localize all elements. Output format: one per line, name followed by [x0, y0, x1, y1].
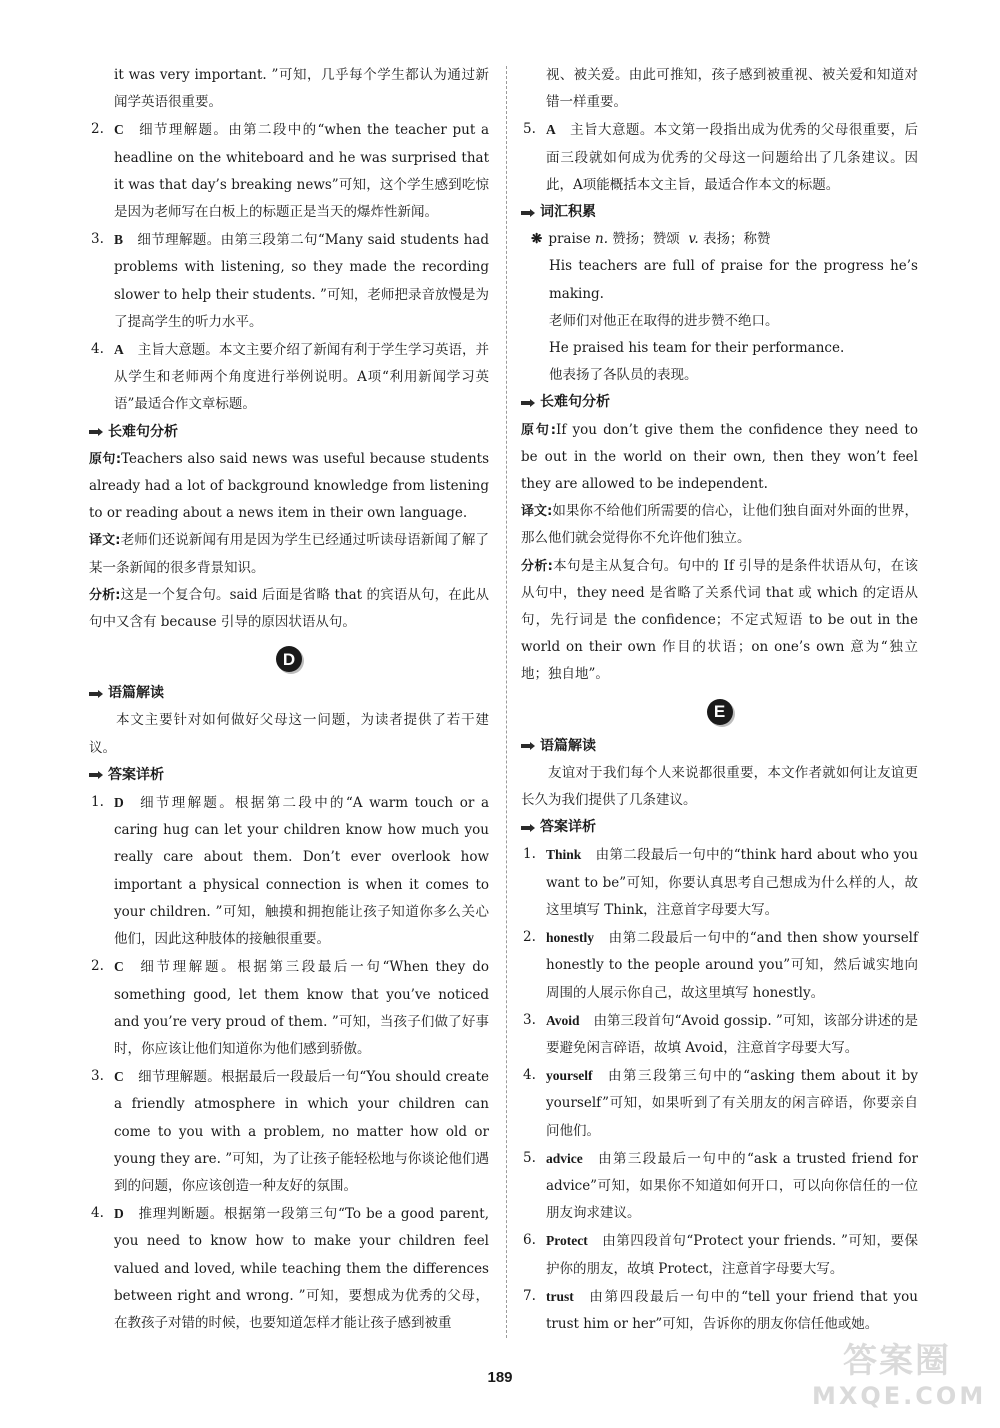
- pencil-icon: [89, 689, 103, 699]
- original-sentence: 原句:Teachers also said news was useful because students already had a lot of background knowledge from listening to or reading about a news item in their own language.: [89, 450, 489, 522]
- item-continuation: 视、被关爱。由此可推知，孩子感到被重视、被关爱和知道对错一样重要。: [546, 67, 918, 111]
- answer-item: 2. C 细节理解题。根据第三段最后一句“When they do something good, let them know that you’ve noticed and you’re very proud of them. ”可知，当孩子们做了好事时，你应该让他们知道你为他们感到骄傲。: [91, 958, 489, 1057]
- answer-item: 2. honestly 由第二段最后一句中的“and then show yourself honestly to the people around you”可知，然后诚实地向周围的人展示你自己，故这里填写 honestly。: [523, 929, 918, 1001]
- answer-item: 3. C 细节理解题。根据最后一段最后一句“You should create a friendly atmosphere in which your children can come to you with a problem, no matter how old or young they are. ”可知，为了让孩子能轻松地与你谈论他们遇到的问题，你应该创造一种友好的氛围。: [91, 1068, 489, 1194]
- vocab-example: 他表扬了各队员的表现。: [549, 367, 698, 384]
- answer-item: 2. C 细节理解题。由第二段中的“when the teacher put a headline on the whiteboard and he was surprised that it was that day’s breaking news”可知，这个学生感到吃惊是因为老师写在白板上的标题正是当天的爆炸性新闻。: [91, 121, 489, 221]
- section-heading: 长难句分析: [521, 389, 918, 416]
- section-heading: 词汇积累: [521, 199, 918, 226]
- answer-item: 4. A 主旨大意题。本文主要介绍了新闻有利于学生学习英语，并从学生和老师两个角度进行举例说明。A项“利用新闻学习英语”最适合作文章标题。: [91, 341, 489, 413]
- page-number: 189: [487, 1369, 513, 1386]
- answer-item: 1. D 细节理解题。根据第二段中的“A warm touch or a caring hug can let your children know how much you really care about them. Don’t ever overlook how important a physical connection is when it comes to your children. ”可知，触摸和拥抱能让孩子知道你多么关心他们，因此这种肢体的接触很重要。: [91, 794, 489, 948]
- answer-item: 3. B 细节理解题。由第三段第二句“Many said students had problems with listening, so they made the recording slower to help their students. ”可知，老师把录音放慢是为了提高学生的听力水平。: [91, 231, 489, 330]
- pencil-icon: [521, 208, 535, 218]
- vocab-example: His teachers are full of praise for the progress he’s making.: [549, 258, 918, 302]
- answer-item: 4. D 推理判断题。根据第一段第三句“To be a good parent, you need to know how to make your children feel valued and loved, while teaching them the differences between right and wrong. ”可知，要想成为优秀的父母，在教孩子对错的时候，也要知道怎样才能让孩子感到被重: [91, 1205, 489, 1331]
- column-divider: [506, 66, 507, 1338]
- analysis: 分析:这是一个复合句。said 后面是省略 that 的宾语从句，在此从句中又含有 because 引导的原因状语从句。: [89, 586, 489, 631]
- pencil-icon: [521, 741, 535, 751]
- section-heading: 长难句分析: [89, 419, 489, 446]
- section-heading: 语篇解读: [89, 680, 489, 707]
- vocab-entry: ❋ praise n. 赞扬；赞颂 v. 表扬；称赞: [531, 231, 771, 248]
- section-badge-e: E: [707, 699, 733, 725]
- section-heading: 语篇解读: [521, 733, 918, 760]
- pencil-icon: [89, 427, 103, 437]
- pencil-icon: [89, 770, 103, 780]
- pencil-icon: [521, 398, 535, 408]
- answer-item: 5. A 主旨大意题。本文第一段指出成为优秀的父母很重要，后面三段就如何成为优秀的父母这一问题给出了几条建议。因此，A项能概括本文主旨，最适合作本文的标题。: [523, 121, 918, 193]
- answer-item: 5. advice 由第三段最后一句中的“ask a trusted friend for advice”可知，如果你不知道如何开口，可以向你信任的一位朋友询求建议。: [523, 1149, 918, 1222]
- answer-item: 6. Protect 由第四段首句“Protect your friends. ”可知，要保护你的朋友，故填 Protect，注意首字母要大写。: [523, 1232, 918, 1277]
- answer-item: 7. trust 由第四段最后一句中的“tell your friend that you trust him or her”可知，告诉你的朋友你信任他或她。: [523, 1287, 918, 1332]
- answer-item: 1. Think 由第二段最后一句中的“think hard about who you want to be”可知，你要认真思考自己想成为什么样的人，故这里填写 Think，注意首字母要大写。: [523, 846, 918, 918]
- answer-item: 3. Avoid 由第三段首句“Avoid gossip. ”可知，该部分讲述的是要避免闲言碎语，故填 Avoid，注意首字母要大写。: [523, 1011, 918, 1056]
- star-icon: ❋: [531, 231, 543, 248]
- right-column: [521, 62, 918, 1338]
- original-sentence: 原句:If you don’t give them the confidence they need to be out in the world on their own, then they won’t feel they are allowed to be independent.: [521, 421, 919, 493]
- section-badge-d: D: [276, 646, 302, 672]
- vocab-example: 老师们对他正在取得的进步赞不绝口。: [549, 312, 779, 329]
- section-heading: 答案详析: [521, 814, 918, 841]
- translation: 译文:老师们还说新闻有用是因为学生已经通过听读母语新闻了解了某一条新闻的很多背景知识。: [89, 532, 489, 576]
- reading-summary: 本文主要针对如何做好父母这一问题，为读者提供了若干建议。: [89, 712, 489, 756]
- analysis: 分析:本句是主从复合句。句中的 If 引导的是条件状语从句，在该从句中，they need 是省略了关系代词 that 或 which 的定语从句，先行词是 the confidence；不定式短语 to be out in the world on their own 作目的状语；on one’s own 意为“独立地；独自地”。: [521, 557, 918, 683]
- translation: 译文:如果你不给他们所需要的信心，让他们独自面对外面的世界，那么他们就会觉得你不允许他们独立。: [521, 503, 919, 547]
- vocab-example: He praised his team for their performance.: [549, 340, 845, 357]
- answer-item: 4. yourself 由第三段第三句中的“asking them about it by yourself”可知，如果听到了有关朋友的闲言碎语，你要亲自问他们。: [523, 1067, 918, 1139]
- intro-continuation: it was very important. ”可知，几乎每个学生都认为通过新闻学英语很重要。: [114, 67, 489, 111]
- section-heading: 答案详析: [89, 762, 489, 789]
- reading-summary: 友谊对于我们每个人来说都很重要，本文作者就如何让友谊更长久为我们提供了几条建议。: [521, 764, 918, 809]
- watermark: 答案圈 MXQE.COM: [812, 1341, 987, 1410]
- left-column: [89, 62, 489, 1337]
- pencil-icon: [521, 823, 535, 833]
